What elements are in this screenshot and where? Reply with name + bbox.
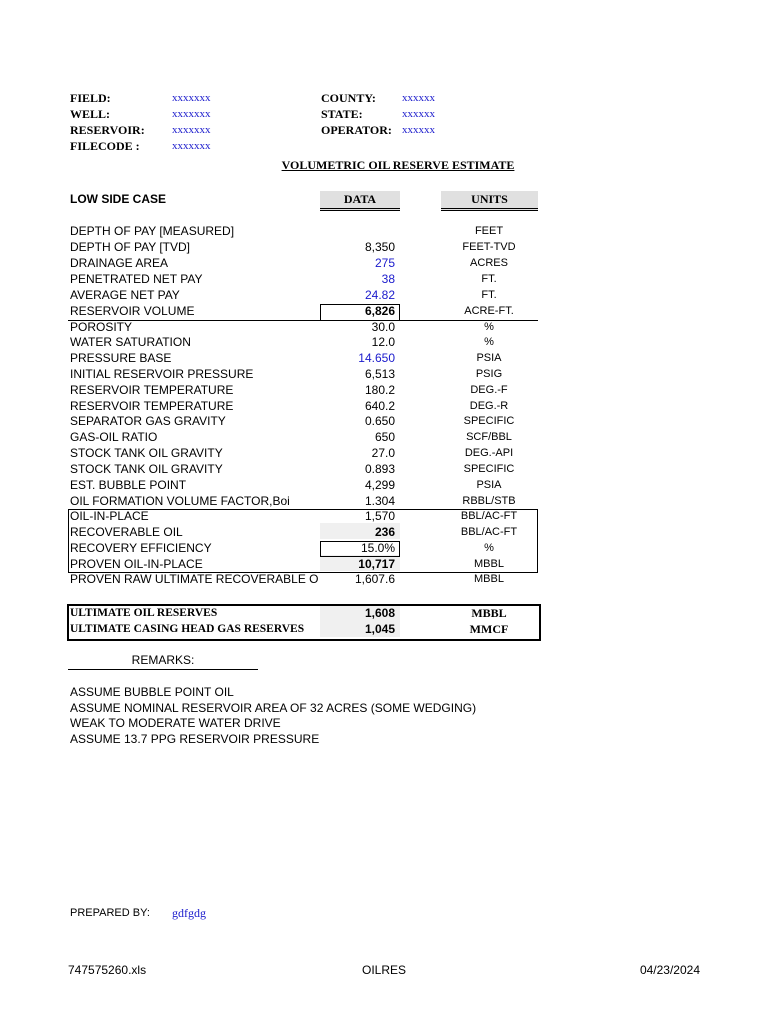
row-unit-reservoir-temp-r: DEG.-R: [469, 400, 509, 412]
county-label: COUNTY:: [321, 91, 376, 105]
row-unit-reservoir-volume: ACRE-FT.: [464, 305, 514, 317]
row-value-depth-tvd: 8,350: [364, 240, 395, 254]
row-value-separator-gas-gravity: 0.650: [364, 414, 395, 428]
row-value-initial-reservoir-pressure: 6,513: [364, 367, 395, 381]
row-label-porosity: POROSITY: [70, 320, 133, 334]
recovery-efficiency-box-bottom: [320, 556, 400, 557]
row-label-gas-oil-ratio: GAS-OIL RATIO: [70, 430, 158, 444]
row-label-fvf-boi: OIL FORMATION VOLUME FACTOR,Boi: [70, 494, 290, 508]
row-unit-reservoir-temp-f: DEG.-F: [470, 384, 508, 396]
row-value-water-saturation: 12.0: [371, 335, 395, 349]
row-value-average-net-pay: 24.82: [364, 288, 395, 302]
row-value-bubble-point: 4,299: [364, 478, 395, 492]
row-value-recoverable-oil: 236: [374, 525, 395, 539]
recovery-efficiency-box-top: [320, 541, 400, 542]
row-value-penetrated-net-pay: 38: [381, 272, 395, 286]
reservoir-label: RESERVOIR:: [70, 123, 145, 137]
row-unit-bubble-point: PSIA: [476, 479, 502, 491]
row-value-reservoir-volume: 6,826: [364, 304, 395, 318]
row-label-stock-tank-api: STOCK TANK OIL GRAVITY: [70, 446, 223, 460]
footer-sheet-name: OILRES: [361, 963, 406, 977]
well-label: WELL:: [70, 107, 111, 121]
well-value: xxxxxxx: [172, 108, 211, 120]
row-unit-oil-in-place: BBL/AC-FT: [460, 510, 518, 522]
ultimate-gas-label: ULTIMATE CASING HEAD GAS RESERVES: [70, 623, 305, 635]
operator-label: OPERATOR:: [321, 123, 392, 137]
row-unit-porosity: %: [484, 321, 494, 333]
filecode-label: FILECODE :: [70, 139, 140, 153]
row-value-stock-tank-api: 27.0: [371, 446, 395, 460]
row-label-depth-tvd: DEPTH OF PAY [TVD]: [70, 240, 191, 254]
row-unit-average-net-pay: FT.: [481, 289, 497, 301]
ultimate-oil-label: ULTIMATE OIL RESERVES: [70, 607, 218, 619]
remarks-label: REMARKS:: [131, 653, 195, 667]
county-value: xxxxxx: [402, 92, 435, 104]
reservoir-value: xxxxxxx: [172, 124, 211, 136]
row-label-penetrated-net-pay: PENETRATED NET PAY: [70, 272, 203, 286]
row-label-stock-tank-specific: STOCK TANK OIL GRAVITY: [70, 462, 223, 476]
row-label-proven-raw-ultimate: PROVEN RAW ULTIMATE RECOVERABLE O: [70, 572, 319, 586]
case-label: LOW SIDE CASE: [70, 192, 167, 206]
row-label-depth-measured: DEPTH OF PAY [MEASURED]: [70, 224, 235, 238]
oil-in-place-box-right: [537, 509, 538, 572]
row-unit-proven-oil-in-place: MBBL: [474, 558, 504, 570]
row-label-recovery-efficiency: RECOVERY EFFICIENCY: [70, 541, 212, 555]
row-unit-recoverable-oil: BBL/AC-FT: [460, 526, 518, 538]
state-label: STATE:: [321, 107, 363, 121]
row-value-fvf-boi: 1.304: [364, 494, 395, 508]
field-value: xxxxxxx: [172, 92, 211, 104]
row-label-reservoir-volume: RESERVOIR VOLUME: [70, 304, 195, 318]
row-unit-penetrated-net-pay: FT.: [481, 273, 497, 285]
row-value-proven-raw-ultimate: 1,607.6: [354, 572, 395, 586]
field-label: FIELD:: [70, 91, 111, 105]
row-label-initial-reservoir-pressure: INITIAL RESERVOIR PRESSURE: [70, 367, 254, 381]
row-label-average-net-pay: AVERAGE NET PAY: [70, 288, 180, 302]
row-value-recovery-efficiency: 15.0%: [360, 541, 395, 555]
row-value-reservoir-temp-r: 640.2: [364, 399, 395, 413]
recovery-efficiency-box-left: [320, 541, 321, 556]
state-value: xxxxxx: [402, 108, 435, 120]
row-unit-stock-tank-specific: SPECIFIC: [463, 463, 515, 475]
remark-line: WEAK TO MODERATE WATER DRIVE: [70, 716, 281, 730]
oil-in-place-box-left: [68, 509, 69, 572]
row-value-gas-oil-ratio: 650: [374, 430, 395, 444]
row-label-proven-oil-in-place: PROVEN OIL-IN-PLACE: [70, 557, 203, 571]
row-value-drainage-area: 275: [374, 256, 395, 270]
row-unit-stock-tank-api: DEG.-API: [464, 447, 514, 459]
ultimate-oil-unit: MBBL: [471, 606, 507, 620]
row-unit-fvf-boi: RBBL/STB: [462, 495, 516, 507]
row-label-pressure-base: PRESSURE BASE: [70, 351, 172, 365]
units-column-header: UNITS: [441, 191, 538, 211]
ultimate-gas-unit: MMCF: [469, 622, 509, 636]
row-unit-water-saturation: %: [484, 336, 494, 348]
remarks-underline: [68, 669, 258, 670]
ultimate-oil-value: 1,608: [364, 606, 395, 620]
remark-line: ASSUME 13.7 PPG RESERVOIR PRESSURE: [70, 732, 320, 746]
oil-in-place-box-bottom: [68, 572, 538, 573]
reservoir-volume-box-top: [320, 304, 400, 305]
row-unit-pressure-base: PSIA: [476, 352, 502, 364]
row-value-oil-in-place: 1,570: [364, 509, 395, 523]
prepared-by-label: PREPARED BY:: [70, 907, 150, 919]
recovery-efficiency-box-right: [399, 541, 400, 556]
row-value-pressure-base: 14.650: [358, 351, 395, 365]
row-unit-depth-tvd: FEET-TVD: [462, 241, 516, 253]
row-unit-depth-measured: FEET: [474, 225, 504, 237]
row-unit-initial-reservoir-pressure: PSIG: [475, 368, 503, 380]
remark-line: ASSUME NOMINAL RESERVOIR AREA OF 32 ACRES (SOME WEDGING): [70, 701, 477, 715]
row-value-reservoir-temp-f: 180.2: [364, 383, 395, 397]
row-unit-drainage-area: ACRES: [470, 257, 508, 269]
row-value-porosity: 30.0: [371, 320, 395, 334]
reservoir-volume-box-left: [320, 304, 321, 320]
row-unit-recovery-efficiency: %: [484, 542, 494, 554]
row-label-drainage-area: DRAINAGE AREA: [70, 256, 169, 270]
filecode-value: xxxxxxx: [172, 140, 211, 152]
row-unit-proven-raw-ultimate: MBBL: [474, 573, 504, 585]
ultimate-gas-value: 1,045: [364, 622, 395, 636]
footer-filename: 747575260.xls: [68, 963, 147, 977]
remark-line: ASSUME BUBBLE POINT OIL: [70, 685, 234, 699]
data-column-header: DATA: [320, 191, 400, 211]
prepared-by-value: gdfgdg: [172, 906, 206, 920]
row-value-stock-tank-specific: 0.893: [364, 462, 395, 476]
row-label-reservoir-temp-r: RESERVOIR TEMPERATURE: [70, 399, 234, 413]
row-label-bubble-point: EST. BUBBLE POINT: [70, 478, 187, 492]
row-label-oil-in-place: OIL-IN-PLACE: [70, 509, 149, 523]
row-label-water-saturation: WATER SATURATION: [70, 335, 191, 349]
oil-in-place-box-top: [68, 509, 538, 510]
footer-date: 04/23/2024: [639, 963, 700, 977]
row-label-reservoir-temp-f: RESERVOIR TEMPERATURE: [70, 383, 234, 397]
reservoir-volume-underline: [68, 320, 538, 321]
row-label-recoverable-oil: RECOVERABLE OIL: [70, 525, 183, 539]
page-title: VOLUMETRIC OIL RESERVE ESTIMATE: [281, 158, 515, 172]
reservoir-volume-box-right: [399, 304, 400, 320]
row-unit-separator-gas-gravity: SPECIFIC: [463, 415, 515, 427]
operator-value: xxxxxx: [402, 124, 435, 136]
row-value-proven-oil-in-place: 10,717: [358, 557, 395, 571]
row-label-separator-gas-gravity: SEPARATOR GAS GRAVITY: [70, 414, 226, 428]
row-unit-gas-oil-ratio: SCF/BBL: [466, 431, 512, 443]
